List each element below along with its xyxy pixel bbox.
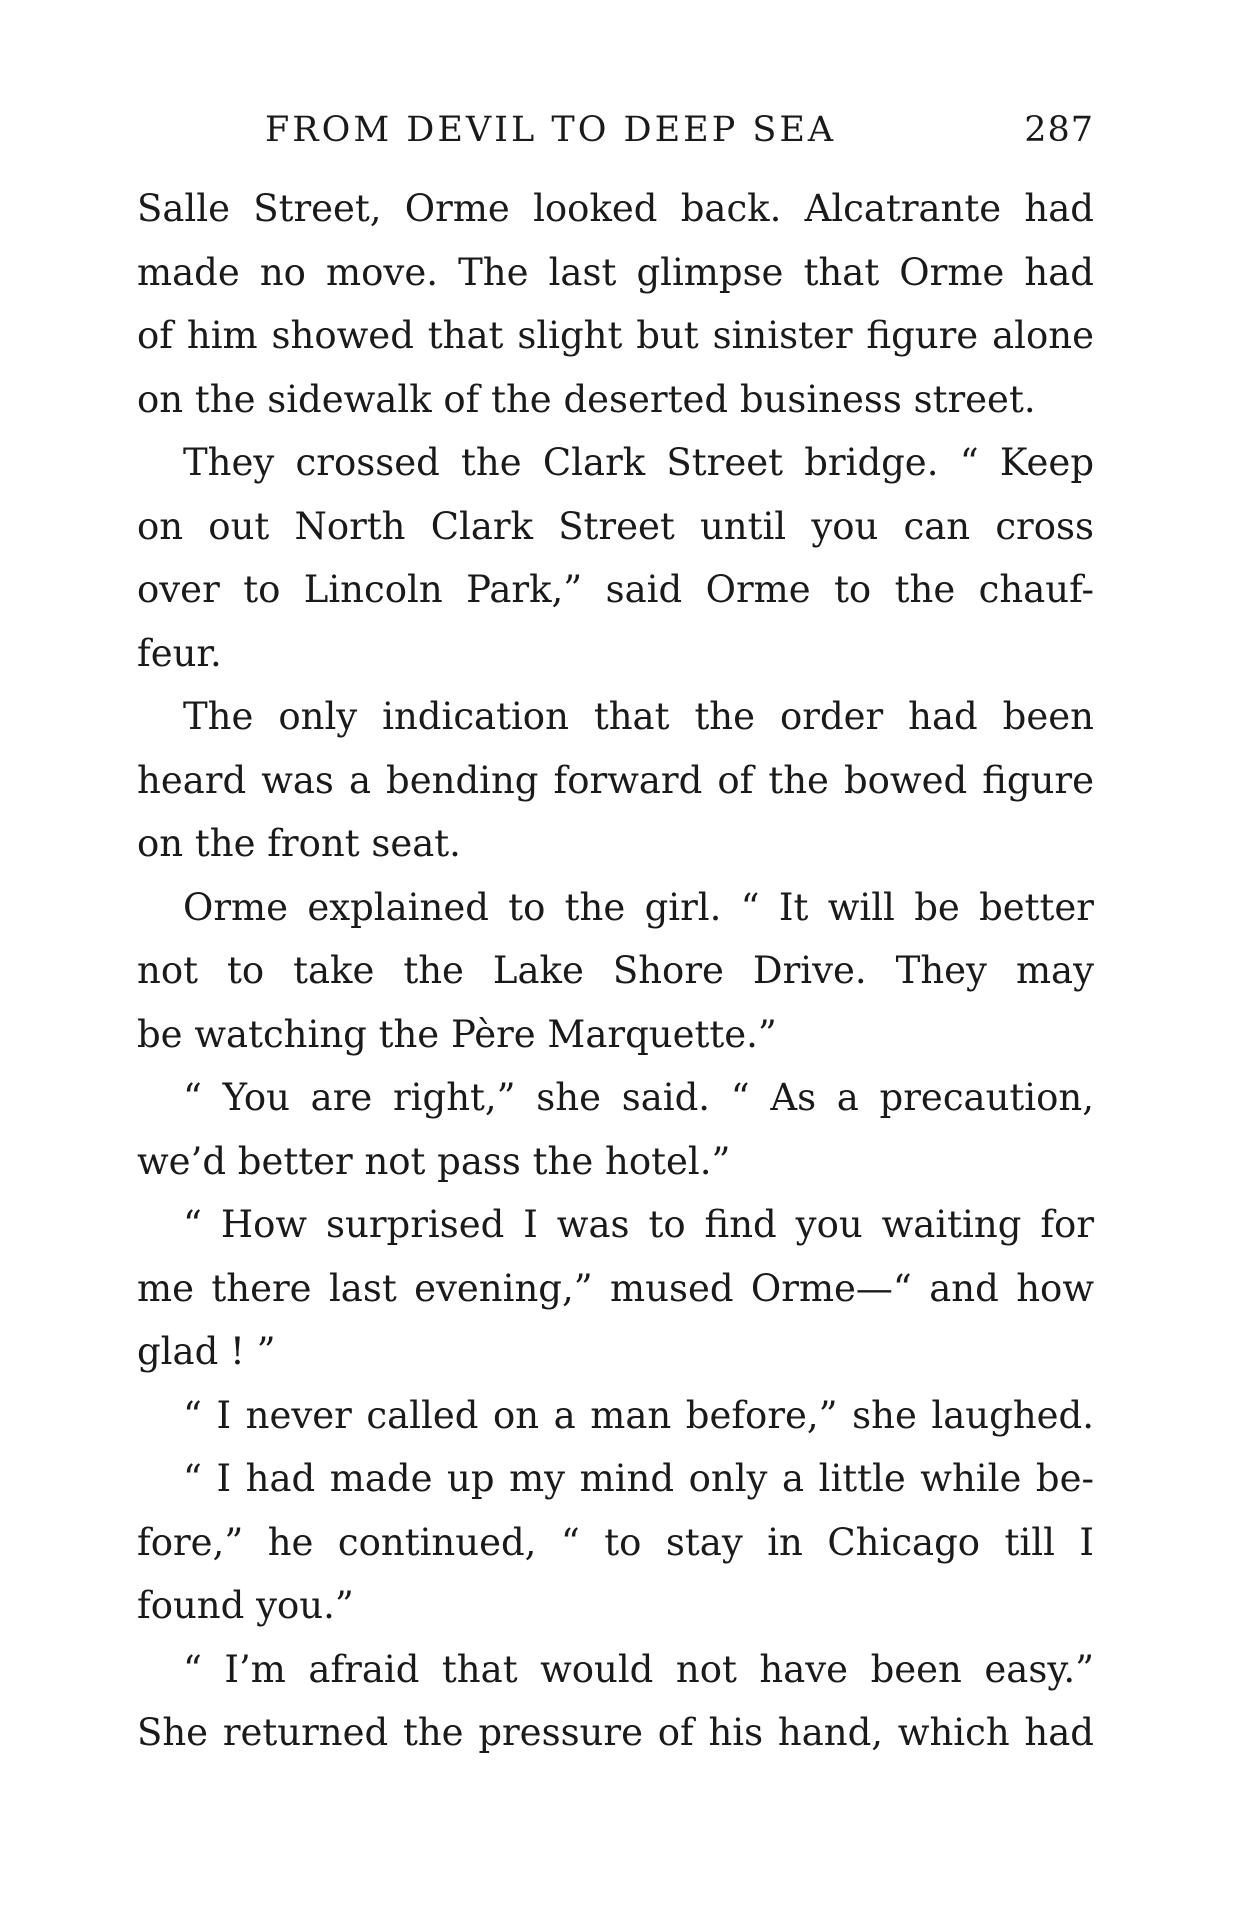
running-title: FROM DEVIL TO DEEP SEA [265, 110, 837, 150]
text-line: fore,” he continued, “ to stay in Chicago till I [137, 1520, 1094, 1564]
text-line: be watching the Père Marquette.” [137, 1012, 777, 1056]
text-line: we’d better not pass the hotel.” [137, 1139, 731, 1183]
text-line: feur. [137, 631, 222, 675]
text-line: The only indication that the order had been [183, 695, 1094, 738]
text-line: She returned the pressure of his hand, which had [137, 1711, 1094, 1754]
running-head [137, 110, 1094, 160]
body-text [137, 177, 1094, 1765]
text-line: on out North Clark Street until you can cross [137, 504, 1094, 548]
text-line: They crossed the Clark Street bridge. “ Keep [183, 441, 1094, 484]
text-line: “ I’m afraid that would not have been easy.” [183, 1647, 1094, 1691]
text-line: on the sidewalk of the deserted business street. [137, 377, 1036, 421]
text-line: glad ! ” [137, 1330, 276, 1373]
text-line: “ I never called on a man before,” she laughed. [183, 1393, 1094, 1437]
text-line: Orme explained to the girl. “ It will be better [183, 885, 1094, 929]
text-line: Salle Street, Orme looked back. Alcatrante had [137, 187, 1094, 230]
text-line: “ How surprised I was to find you waiting for [183, 1203, 1094, 1246]
page-number: 287 [1024, 110, 1094, 150]
text-line: over to Lincoln Park,” said Orme to the chauf- [137, 568, 1094, 611]
text-line: of him showed that slight but sinister figure alone [137, 314, 1094, 357]
text-line: made no move. The last glimpse that Orme had [137, 250, 1094, 294]
text-line: “ You are right,” she said. “ As a precaution, [183, 1076, 1094, 1119]
text-line: “ I had made up my mind only a little while be- [183, 1457, 1094, 1500]
text-line: on the front seat. [137, 822, 461, 865]
text-line: heard was a bending forward of the bowed figure [137, 758, 1094, 802]
text-line: not to take the Lake Shore Drive. They may [137, 949, 1094, 992]
text-line: found you.” [137, 1584, 354, 1627]
text-line: me there last evening,” mused Orme—“ and how [137, 1266, 1094, 1310]
